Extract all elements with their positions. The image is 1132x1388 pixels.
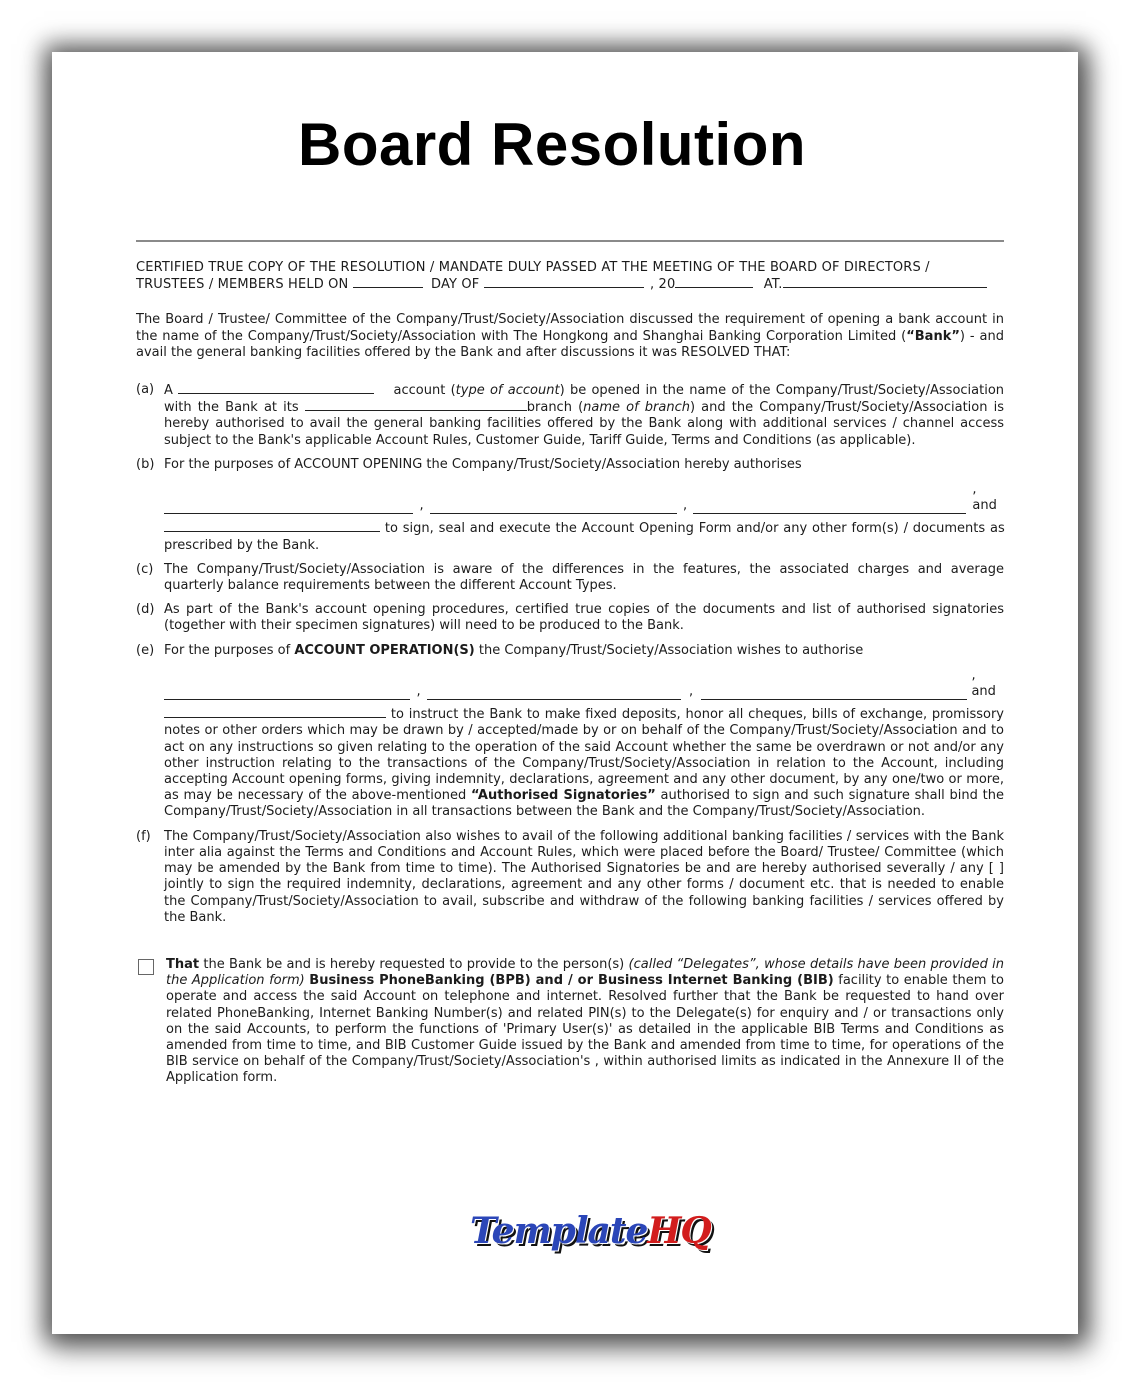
intro-paragraph	[136, 312, 1004, 361]
authorised-signatories-term: “Authorised Signatories”	[471, 788, 656, 804]
clause-e-text-3: to instruct the Bank to make fixed deposits, honor all cheques, bills of exchange, promissory notes or other orders which may be drawn by / accepted/made by or on behalf of the Company/Trust/Society/Association and to act on any instructions so given relating to the operation of the said Account whether the same be overdrawn or not and/or any other instruction relating to the transactions of the Company/Trust/Society/Association in relation to the Account, including accepting Account opening forms, giving indemnity, declarations, agreement and any other document, by any one/two or more, as may be necessary of the above-mentioned	[164, 707, 1004, 804]
signatory-blank-2[interactable]	[430, 501, 677, 514]
clause-a-text-2: account (	[393, 383, 456, 399]
signatory-line-row: , , , and	[164, 482, 1005, 514]
clause-f	[136, 829, 1004, 926]
clause-b	[136, 457, 1004, 554]
signatory-blank-1[interactable]	[164, 501, 413, 514]
clause-e-text-4: authorised to sign and such signature shall bind the Company/Trust/Society/Association in all transactions between the Bank and the Company/Trust/Society/Association.	[164, 788, 1004, 820]
clause-b-text-1: For the purposes of ACCOUNT OPENING the Company/Trust/Society/Association hereby authorises	[164, 456, 802, 472]
signatory-blank-3[interactable]	[693, 501, 966, 514]
clause-f-text: The Company/Trust/Society/Association also wishes to avail of the following additional banking facilities / services with the Bank inter alia against the Terms and Conditions and Account Rules, which were placed before the Board/ Trustee/ Committee (which may be amended by the Bank from time to time). The Authorised Signatories be and are hereby authorised severally / any [ ] jointly to sign the required indemnity, declarations, agreement and any other forms / document etc. that is needed to enable the Company/Trust/Society/Association to avail, subscribe and withdraw of the following banking facilities / services offered by the Bank.	[164, 828, 1004, 925]
logo-part-template: Template	[470, 1210, 648, 1252]
clause-a-text-5: ) and the Company/Trust/Society/Association is hereby authorised to avail the general banking facilities offered by the Bank along with additional services / channel access subject to the Bank's applicable Account Rules, Customer Guide, Tariff Guide, Terms and Conditions (as applicable).	[164, 400, 1004, 448]
clause-a-italic-1: type of account	[455, 383, 560, 399]
delegates-bold-services: Business PhoneBanking (BPB) and / or Business Internet Banking (BIB)	[309, 973, 834, 989]
clause-label: (e)	[136, 642, 155, 658]
clause-a-italic-2: name of branch	[583, 400, 690, 416]
intro-text-a: The Board / Trustee/ Committee of the Company/Trust/Society/Association discussed the requirement of opening a bank account in the name of the Company/Trust/Society/Association with The Hongkong and Shanghai Banking Corporation Limited (	[136, 312, 1004, 344]
clause-e-continuation	[164, 706, 1004, 820]
title-divider	[136, 240, 1004, 242]
certified-line-2	[136, 276, 1004, 293]
clause-a-text-4: branch (	[526, 400, 584, 416]
clause-d-text: As part of the Bank's account opening procedures, certified true copies of the documents and list of authorised signatories (together with their specimen signatures) will need to be produced to the Bank.	[164, 602, 1004, 634]
clause-d	[136, 602, 1004, 634]
clause-e-text-2: the Company/Trust/Society/Association wishes to authorise	[478, 642, 864, 658]
certified-line-1: CERTIFIED TRUE COPY OF THE RESOLUTION / MANDATE DULY PASSED AT THE MEETING OF THE BOARD OF DIRECTORS /	[136, 260, 930, 275]
delegates-bold-that: That	[166, 956, 200, 972]
page-title: Board Resolution	[297, 111, 806, 178]
operator-blank-2[interactable]	[427, 687, 681, 700]
clause-b-text	[164, 457, 1005, 554]
held-on-blank[interactable]	[353, 276, 423, 288]
operator-blank-4[interactable]	[164, 706, 386, 718]
account-type-blank[interactable]	[178, 382, 374, 394]
at-label: AT.	[763, 277, 783, 293]
year-label: , 20	[649, 277, 676, 293]
intro-text-b: ) - and avail the general banking facilities offered by the Bank and after discussions it was RESOLVED THAT:	[136, 328, 1004, 360]
clause-e	[136, 643, 1004, 821]
operator-line-row: , , , and	[164, 668, 1004, 700]
logo-part-hq: HQ	[647, 1210, 711, 1252]
delegates-italic: (called “Delegates”, whose details have been provided in the Application form)	[166, 956, 1004, 989]
branch-blank[interactable]	[305, 399, 527, 411]
clause-e-text-1: For the purposes of	[164, 642, 291, 658]
held-on-label: TRUSTEES / MEMBERS HELD ON	[136, 277, 349, 293]
clause-a-text	[164, 382, 1004, 449]
clause-e-text	[164, 643, 1004, 821]
templatehq-logo	[470, 1210, 711, 1252]
intro-bank-term: “Bank”	[906, 328, 960, 344]
clause-a	[136, 382, 1004, 449]
clause-b-continuation	[164, 520, 1005, 553]
and-text: , and	[971, 667, 996, 700]
document-body	[136, 260, 1004, 1087]
delegates-checkbox[interactable]	[138, 959, 154, 975]
operator-blank-1[interactable]	[164, 687, 410, 700]
signatory-blank-4[interactable]	[164, 520, 380, 532]
delegates-text-1: the Bank be and is hereby requested to provide to the person(s)	[203, 956, 625, 972]
and-text: , and	[972, 482, 997, 514]
year-blank[interactable]	[675, 276, 753, 288]
operator-blank-3[interactable]	[701, 687, 967, 700]
delegates-text	[166, 957, 1004, 1087]
document-page	[52, 52, 1078, 1334]
delegates-text-2: facility to enable them to operate and access the said Account on telephone and internet. Resolved further that the Bank be requested to hand over related PhoneBanking, Internet Banking Number(s) and related PIN(s) to the Delegate(s) for enquiry and / or transactions only on the said Accounts, to perform the functions of 'Primary User(s)' as detailed in the applicable BIB Terms and Conditions as amended from time to time, and BIB Customer Guide issued by the Bank and amended from time to time, for operations of the BIB service on behalf of the Company/Trust/Society/Association's , within authorised limits as indicated in the Annexure II of the Application form.	[166, 973, 1004, 1086]
clause-e-bold-term: ACCOUNT OPERATION(S)	[294, 642, 475, 658]
clause-label: (b)	[136, 456, 155, 472]
day-of-blank[interactable]	[484, 276, 644, 288]
clause-c	[136, 562, 1004, 594]
at-blank[interactable]	[783, 276, 987, 288]
day-of-label: DAY OF	[431, 277, 480, 293]
clause-label: (c)	[136, 561, 154, 577]
clause-a-text-3: ) be opened in the name of the Company/Trust/Society/Association with the Bank at its	[164, 383, 1005, 416]
clause-label: (d)	[136, 602, 155, 618]
clause-c-text: The Company/Trust/Society/Association is aware of the differences in the features, the associated charges and average quarterly balance requirements between the different Account Types.	[164, 561, 1004, 594]
clause-label: (f)	[136, 828, 151, 844]
delegates-clause	[136, 957, 1004, 1087]
clause-label: (a)	[136, 382, 155, 398]
clause-a-text-1: A	[164, 383, 173, 399]
clause-b-text-2: to sign, seal and execute the Account Opening Form and/or any other form(s) / documents as prescribed by the Bank.	[164, 521, 1005, 553]
